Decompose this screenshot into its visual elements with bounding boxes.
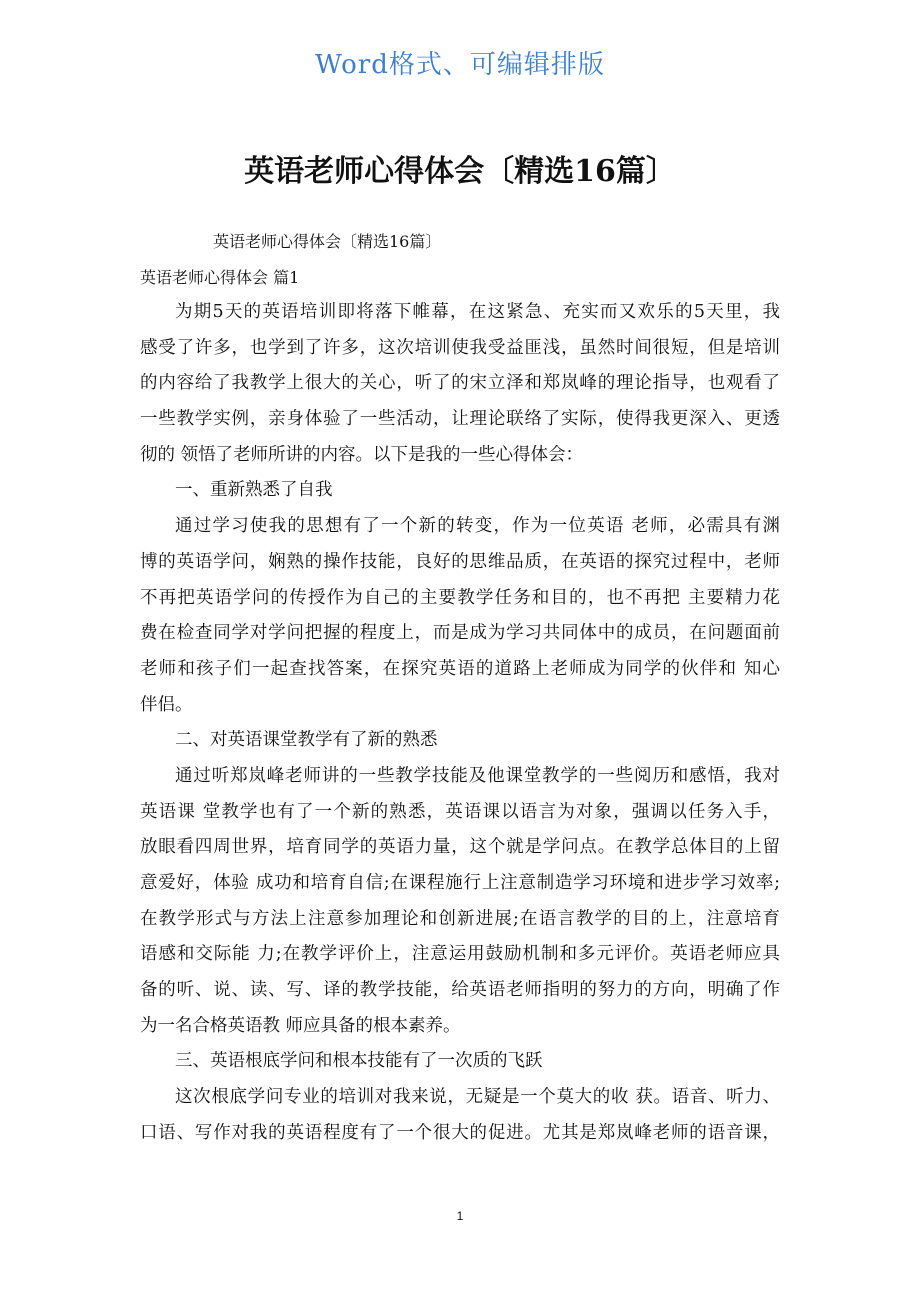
text-line: 感受了许多，也学到了许多，这次培训使我受益匪浅，虽然时间很短，但是培训 [140,337,780,358]
document-title: 英语老师心得体会〔精选16篇〕 [244,154,676,189]
text-line: 不再把英语学问的传授作为自己的主要教学任务和目的，也不再把 主要精力花 [140,587,780,608]
text-line: 博的英语学问，娴熟的操作技能，良好的思维品质，在英语的探究过程中，老师 [140,551,780,572]
text-line: 通过听郑岚峰老师讲的一些教学技能及他课堂教学的一些阅历和感悟，我对 [175,765,780,786]
text-line: 意爱好，体验 成功和培育自信;在课程施行上注意制造学习环境和进步学习效率; [140,873,780,893]
text-line: 口语、写作对我的英语程度有了一个很大的促进。尤其是郑岚峰老师的语音课， [140,1122,780,1143]
text-line: 在教学形式与方法上注意参加理论和创新进展;在语言教学的目的上，注意培育 [140,908,780,929]
text-line: 语感和交际能 力;在教学评价上，注意运用鼓励机制和多元评价。英语老师应具 [140,944,780,965]
text-line: 费在检查同学对学问把握的程度上，而是成为学习共同体中的成员，在问题面前 [140,623,780,644]
section-heading: 英语老师心得体会 篇1 [140,268,300,287]
text-line: 为期5天的英语培训即将落下帷幕，在这紧急、充实而又欢乐的5天里，我 [175,302,780,322]
text-line: 一、重新熟悉了自我 [175,480,333,501]
text-line: 三、英语根底学问和根本技能有了一次质的飞跃 [175,1051,543,1072]
document-subtitle: 英语老师心得体会〔精选16篇〕 [213,232,442,251]
text-line: 通过学习使我的思想有了一个新的转变，作为一位英语 老师，必需具有渊 [175,516,780,537]
text-line: 老师和孩子们一起查找答案，在探究英语的道路上老师成为同学的伙伴和 知心 [140,658,780,679]
text-line: 备的听、说、读、写、译的教学技能，给英语老师指明的努力的方向，明确了作 [140,980,780,1001]
document-body [140,298,780,1155]
text-line: 二、对英语课堂教学有了新的熟悉 [175,730,438,751]
text-line: 一些教学实例，亲身体验了一些活动，让理论联络了实际，使得我更深入、更透 [140,409,780,430]
page-number: 1 [456,1209,464,1223]
text-line: 英语课 堂教学也有了一个新的熟悉，英语课以语言为对象，强调以任务入手， [140,801,780,822]
format-banner: Word格式、可编辑排版 [315,50,605,80]
text-line: 这次根底学问专业的培训对我来说，无疑是一个莫大的收 获。语音、听力、 [175,1087,780,1108]
text-line: 彻的 领悟了老师所讲的内容。以下是我的一些心得体会： [140,444,584,465]
text-line: 放眼看四周世界，培育同学的英语力量，这个就是学问点。在教学总体目的上留 [140,837,780,858]
text-line: 的内容给了我教学上很大的关心，听了的宋立泽和郑岚峰的理论指导，也观看了 [140,373,780,394]
text-line: 为一名合格英语教 师应具备的根本素养。 [140,1015,461,1036]
text-line: 伴侣。 [140,694,193,715]
